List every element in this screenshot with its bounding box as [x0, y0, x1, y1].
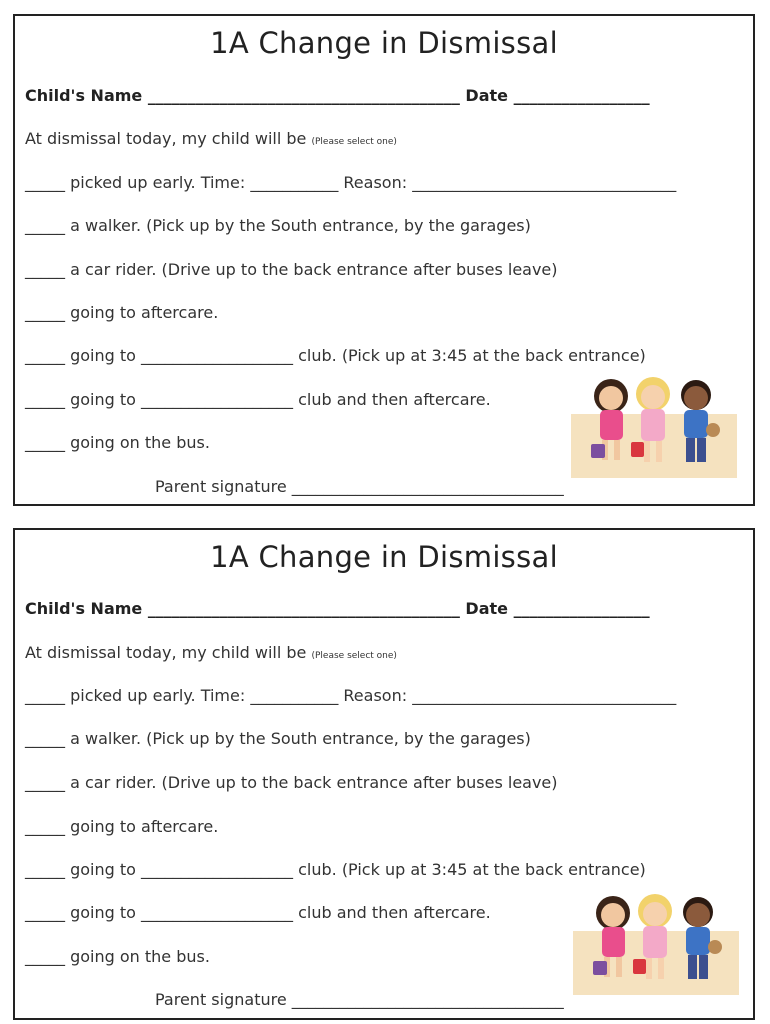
dismissal-form: [13, 528, 755, 1020]
form-title: 1A Change in Dismissal: [210, 540, 558, 574]
option-car-rider: [25, 260, 558, 279]
option-checkbox-blank[interactable]: _____: [25, 173, 65, 192]
option-picked-up-early: [25, 173, 676, 192]
option-text: a walker. (Pick up by the South entrance, by the garages): [70, 216, 531, 235]
option-text: going on the bus.: [70, 947, 210, 966]
form-title: 1A Change in Dismissal: [210, 26, 558, 60]
option-club-aftercare: [25, 903, 491, 922]
option-picked-up-early: [25, 686, 676, 705]
option-text: a walker. (Pick up by the South entrance, by the garages): [70, 729, 531, 748]
option-aftercare: [25, 303, 218, 322]
option-text: going to aftercare.: [70, 817, 219, 836]
option-checkbox-blank[interactable]: _____: [25, 390, 65, 409]
option-text: picked up early. Time: ___________ Reason: _________________________________: [70, 173, 677, 192]
intro-note: (Please select one): [311, 651, 397, 661]
option-bus: [25, 947, 210, 966]
option-checkbox-blank[interactable]: _____: [25, 947, 65, 966]
option-checkbox-blank[interactable]: _____: [25, 433, 65, 452]
option-text: a car rider. (Drive up to the back entrance after buses leave): [70, 773, 558, 792]
parent-signature-line[interactable]: Parent signature __________________________________: [155, 990, 564, 1009]
intro-text: At dismissal today, my child will be: [25, 643, 307, 662]
intro-line: [25, 129, 397, 148]
option-text: going to ___________________ club and then aftercare.: [70, 390, 491, 409]
option-text: going on the bus.: [70, 433, 210, 452]
option-checkbox-blank[interactable]: _____: [25, 346, 65, 365]
name-date-row: [25, 599, 650, 618]
option-checkbox-blank[interactable]: _____: [25, 260, 65, 279]
option-checkbox-blank[interactable]: _____: [25, 860, 65, 879]
option-text: going to aftercare.: [70, 303, 219, 322]
option-text: picked up early. Time: ___________ Reason: _________________________________: [70, 686, 677, 705]
option-club: [25, 346, 646, 365]
option-text: going to ___________________ club. (Pick up at 3:45 at the back entrance): [70, 346, 646, 365]
parent-signature-line[interactable]: Parent signature __________________________________: [155, 477, 564, 496]
date-field[interactable]: _________________: [513, 599, 650, 618]
child-name-label: Child's Name: [25, 86, 143, 105]
date-label: Date: [465, 86, 508, 105]
children-illustration: [573, 885, 739, 995]
children-illustration: [571, 368, 737, 478]
option-bus: [25, 433, 210, 452]
option-checkbox-blank[interactable]: _____: [25, 729, 65, 748]
option-club-aftercare: [25, 390, 491, 409]
option-checkbox-blank[interactable]: _____: [25, 303, 65, 322]
option-checkbox-blank[interactable]: _____: [25, 773, 65, 792]
option-car-rider: [25, 773, 558, 792]
option-text: going to ___________________ club. (Pick up at 3:45 at the back entrance): [70, 860, 646, 879]
intro-line: [25, 643, 397, 662]
option-text: a car rider. (Drive up to the back entrance after buses leave): [70, 260, 558, 279]
option-checkbox-blank[interactable]: _____: [25, 686, 65, 705]
date-label: Date: [465, 599, 508, 618]
option-checkbox-blank[interactable]: _____: [25, 817, 65, 836]
intro-text: At dismissal today, my child will be: [25, 129, 307, 148]
option-aftercare: [25, 817, 218, 836]
child-name-field[interactable]: _______________________________________: [147, 599, 460, 618]
option-walker: [25, 216, 531, 235]
dismissal-form: [13, 14, 755, 506]
option-text: going to ___________________ club and then aftercare.: [70, 903, 491, 922]
option-checkbox-blank[interactable]: _____: [25, 903, 65, 922]
option-walker: [25, 729, 531, 748]
option-checkbox-blank[interactable]: _____: [25, 216, 65, 235]
child-name-label: Child's Name: [25, 599, 143, 618]
name-date-row: [25, 86, 650, 105]
date-field[interactable]: _________________: [513, 86, 650, 105]
child-name-field[interactable]: _______________________________________: [147, 86, 460, 105]
option-club: [25, 860, 646, 879]
intro-note: (Please select one): [311, 137, 397, 147]
